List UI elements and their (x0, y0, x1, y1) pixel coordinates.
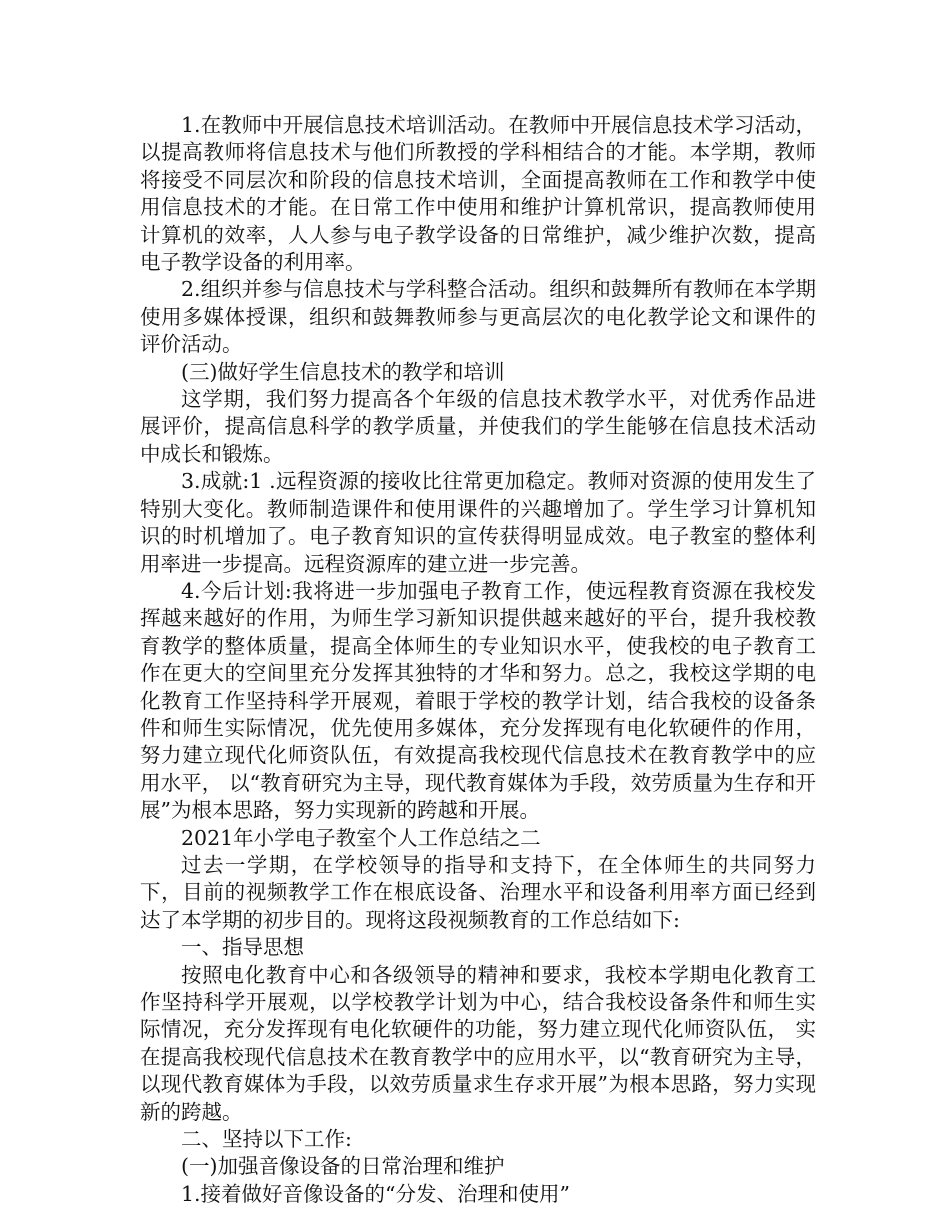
paragraph-future-plan: 4.今后计划:我将进一步加强电子教育工作，使远程教育资源在我校发挥越来越好的作用，为师生学习新知识提供越来越好的平台，提升我校教育教学的整体质量，提高全体师生的专业知识水平，使我校的电子教育工作在更大的空间里充分发挥其独特的才华和努力。总之，我校这学期的电化教育工作坚持科学开展观，着眼于学校的教学计划，结合我校的设备条件和师生实际情况，优先使用多媒体，充分发挥现有电化软硬件的作用，努力建立现代化师资队伍，有效提高我校现代信息技术在教育教学中的应用水平， 以“教育研究为主导，现代教育媒体为手段，效劳质量为生存和开展”为根本思路，努力实现新的跨越和开展。 (140, 578, 816, 823)
paragraph-intro: 过去一学期，在学校领导的指导和支持下，在全体师生的共同努力下，目前的视频教学工作在根底设备、治理水平和设备利用率方面已经到达了本学期的初步目的。现将这段视频教育的工作总结如下: (140, 852, 816, 932)
paragraph-teacher-training: 1.在教师中开展信息技术培训活动。在教师中开展信息技术学习活动，以提高教师将信息技术与他们所教授的学科相结合的才能。本学期，教师将接受不同层次和阶段的信息技术培训，全面提高教师在工作和教学中使用信息技术的才能。在日常工作中使用和维护计算机常识，提高教师使用计算机的效率，人人参与电子教学设备的日常维护，减少维护次数，提高电子教学设备的利用率。 (140, 113, 816, 275)
section-title-summary-two: 2021年小学电子教室个人工作总结之二 (181, 825, 541, 850)
paragraph-subject-integration: 2.组织并参与信息技术与学科整合活动。组织和鼓舞所有教师在本学期使用多媒体授课，组织和鼓舞教师参与更高层次的电化教学论文和课件的评价活动。 (140, 277, 816, 357)
paragraph-student-teaching: 这学期，我们努力提高各个年级的信息技术教学水平，对优秀作品进展评价，提高信息科学的教学质量，并使我们的学生能够在信息技术活动中成长和锻炼。 (140, 387, 816, 466)
heading-work-items: 二、坚持以下工作: (181, 1127, 352, 1152)
paragraph-guiding-ideology: 按照电化教育中心和各级领导的精神和要求，我校本学期电化教育工作坚持科学开展观，以学校教学计划为中心，结合我校设备条件和师生实际情况，充分发挥现有电化软硬件的功能，努力建立现代化师资队伍， 实在提高我校现代信息技术在教育教学中的应用水平，以“教育研究为主导，以现代教育媒体为手段，以效劳质量求生存求开展”为根本思路，努力实现新的跨越。 (140, 962, 816, 1124)
document-body (140, 112, 816, 1208)
heading-guiding-ideology: 一、指导思想 (181, 935, 304, 960)
heading-student-training: (三)做好学生信息技术的教学和培训 (181, 359, 505, 384)
paragraph-achievements: 3.成就:1 .远程资源的接收比往常更加稳定。教师对资源的使用发生了特别大变化。教师制造课件和使用课件的兴趣增加了。学生学习计算机知识的时机增加了。电子教育知识的宣传获得明显成效。电子教室的整体利用率进一步提高。远程资源库的建立进一步完善。 (140, 469, 816, 576)
paragraph-av-distribution: 1.接着做好音像设备的“分发、治理和使用” (181, 1181, 571, 1206)
heading-av-equipment: (一)加强音像设备的日常治理和维护 (181, 1154, 505, 1179)
